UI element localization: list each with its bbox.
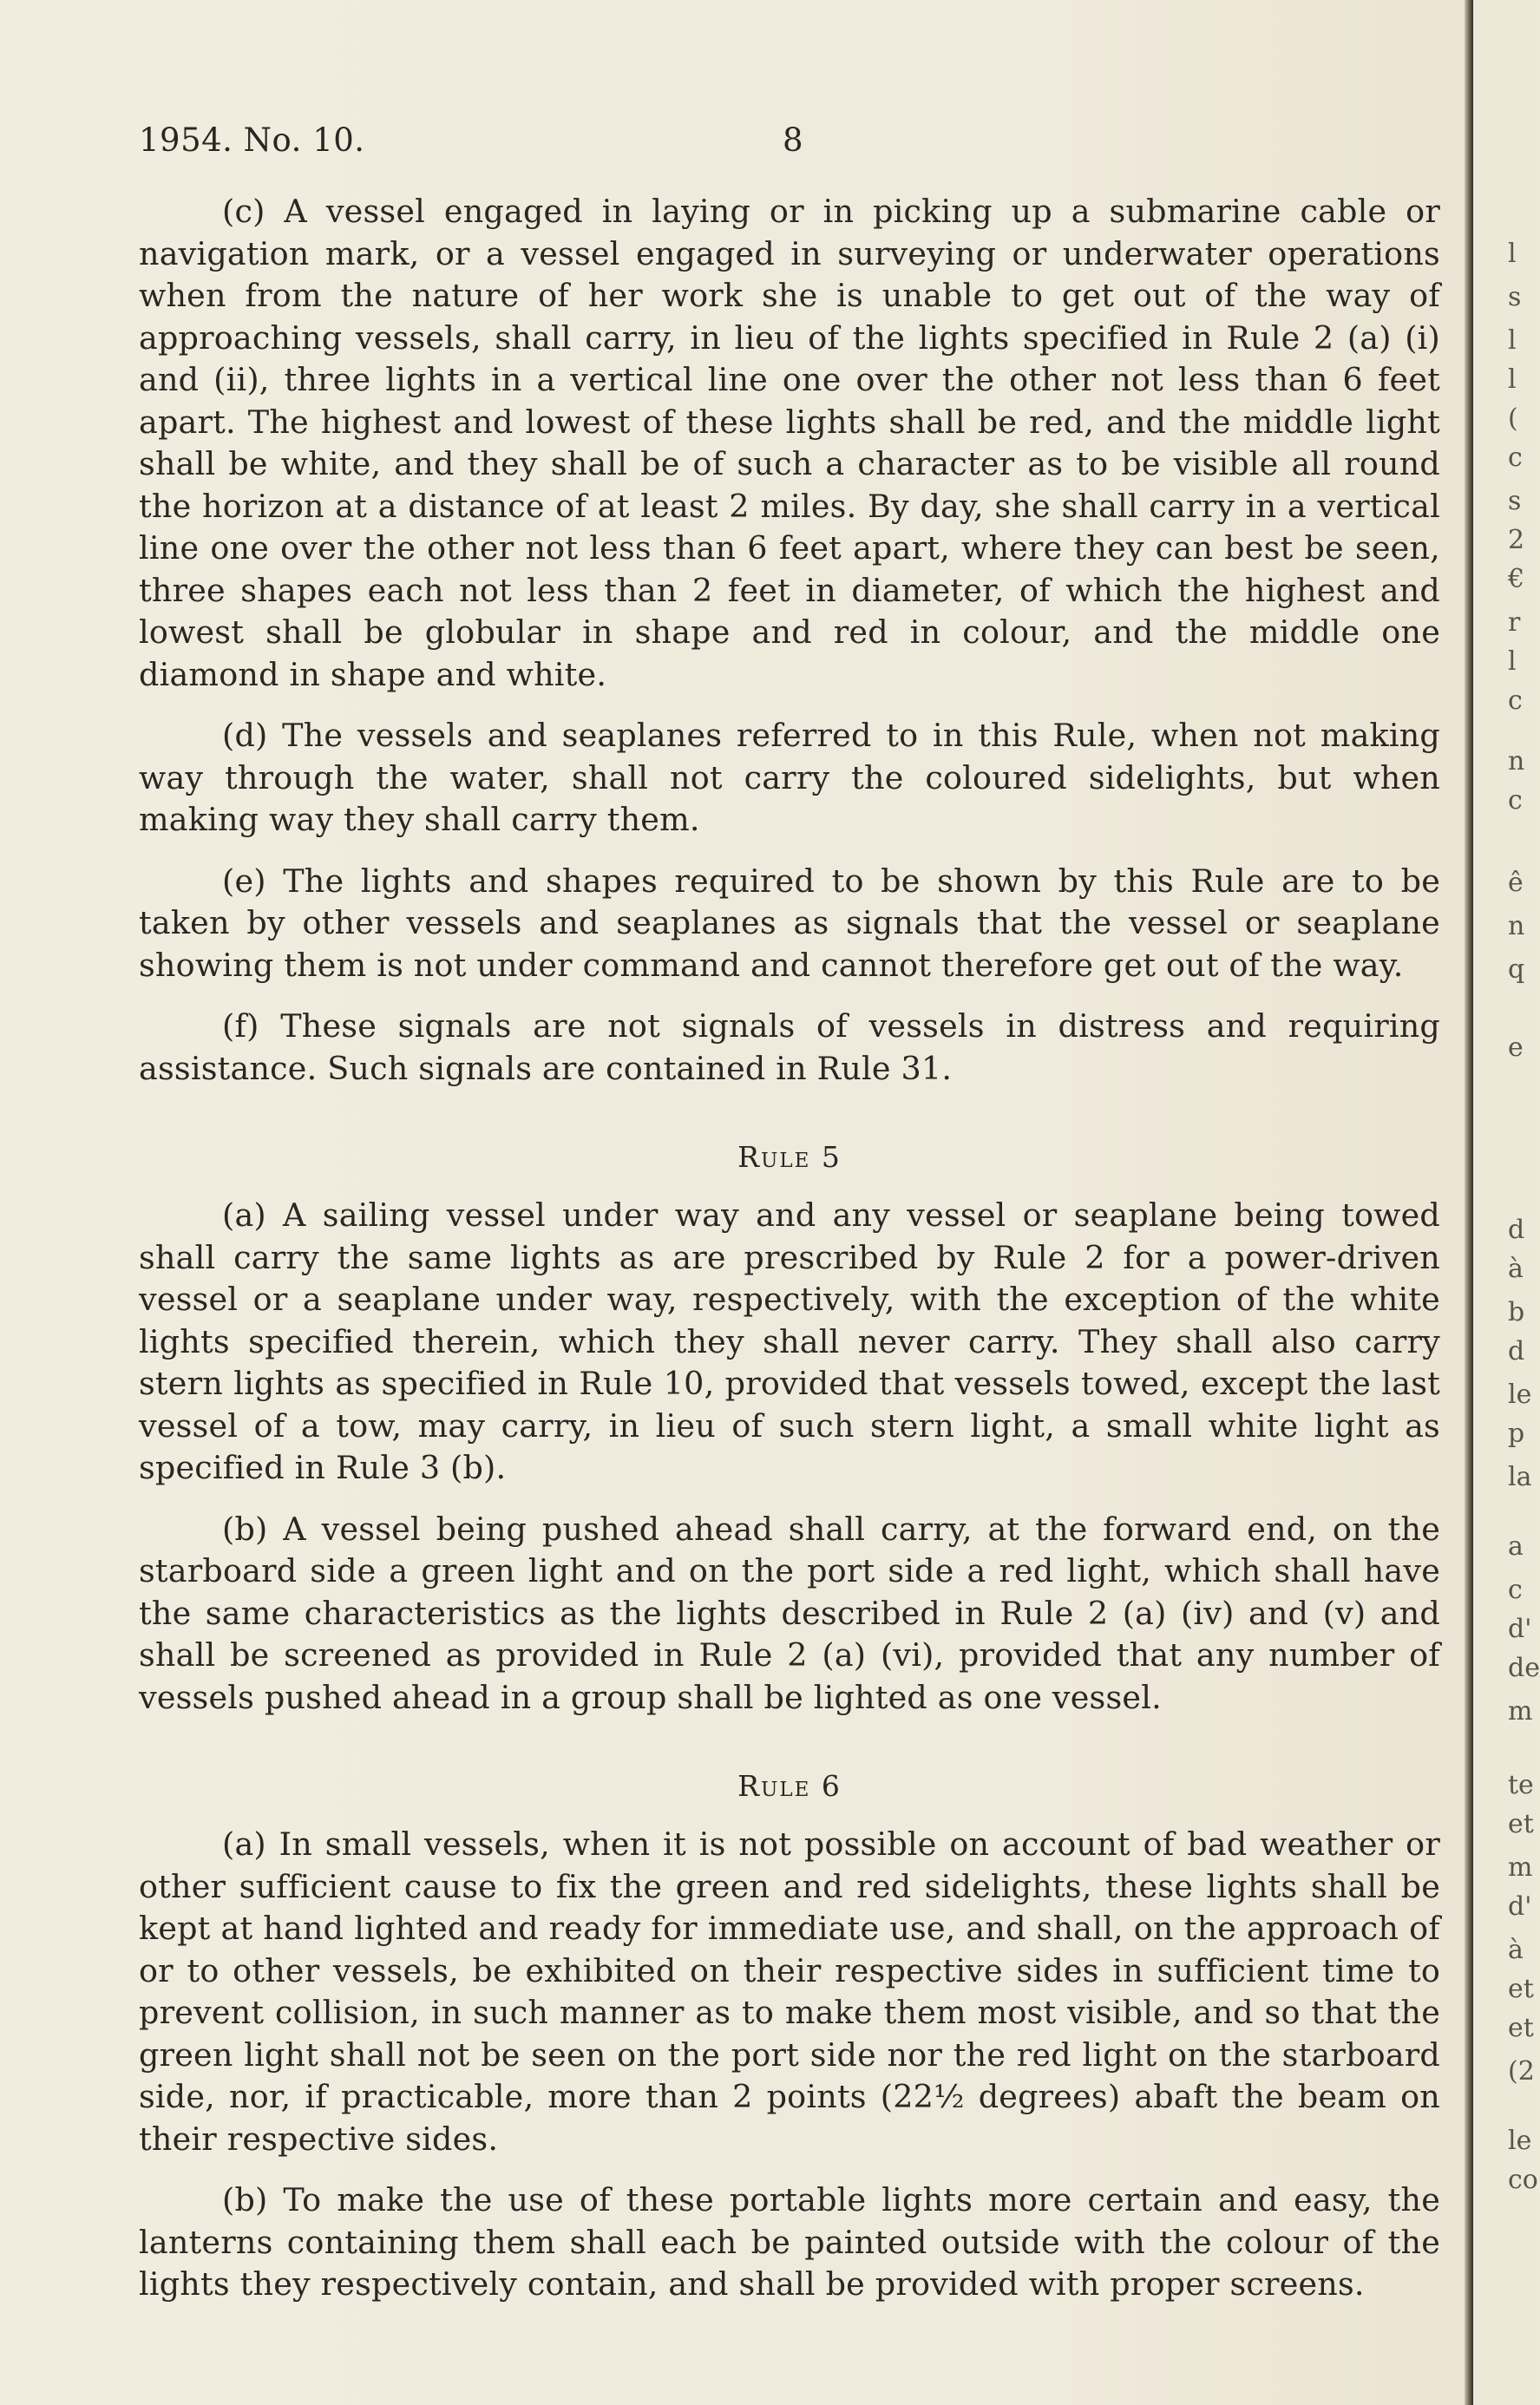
- facing-fragment: c: [1508, 442, 1523, 473]
- facing-fragment: b: [1508, 1297, 1525, 1327]
- facing-fragment: d: [1508, 1215, 1525, 1245]
- facing-fragment: et: [1508, 1974, 1534, 2004]
- facing-fragment: q: [1508, 954, 1525, 985]
- facing-fragment: le: [1508, 2126, 1532, 2156]
- facing-fragment: a: [1508, 1531, 1524, 1562]
- rule-6-paragraph-a: (a) In small vessels, when it is not possible on account of bad weather or other sufficient cause to fix the green and red sidelights, these lights shall be kept at hand lighted and ready for immediate use, and shall, on the approach of or to other vessels, be exhibited on their respective sides in sufficient time to prevent collision, in such manner as to make them most visible, and so that the green light shall not be seen on the port side nor the red light on the starboard side, nor, if practicable, more than 2 points (22½ degrees) abaft the beam on their respective sides.: [139, 1825, 1440, 2158]
- facing-fragment: et: [1508, 2013, 1534, 2043]
- facing-fragment: c: [1508, 785, 1523, 816]
- facing-fragment: le: [1508, 1379, 1532, 1410]
- paragraph-e: (e) The lights and shapes required to be shown by this Rule are to be taken by other vessels and seaplanes as signals that the vessel or seaplane showing them is not under command and cannot therefore get out of the way.: [139, 862, 1440, 984]
- facing-fragment: n: [1508, 746, 1525, 777]
- facing-fragment: à: [1508, 1254, 1524, 1284]
- facing-fragment: l: [1508, 239, 1517, 269]
- rule-6-heading: Rule 6: [737, 1769, 842, 1803]
- facing-fragment: p: [1508, 1419, 1525, 1449]
- page-header: [139, 121, 1440, 170]
- facing-fragment: l: [1508, 325, 1517, 356]
- rule-5-paragraph-b: (b) A vessel being pushed ahead shall carry, at the forward end, on the starboard side a green light and on the port side a red light, which shall have the same characteristics as the lights described in Rule 2 (a) (iv) and (v) and shall be screened as provided in Rule 2 (a) (vi), provided that any number of vessels pushed ahead in a group shall be lighted as one vessel.: [139, 1510, 1440, 1716]
- facing-fragment: m: [1508, 1852, 1533, 1883]
- facing-fragment: te: [1508, 1770, 1534, 1800]
- facing-fragment: d': [1508, 1614, 1532, 1644]
- page-number: 8: [783, 121, 804, 159]
- facing-fragment: s: [1508, 486, 1522, 516]
- paragraph-f: (f) These signals are not signals of vessels in distress and requiring assistance. Such signals are contained in Rule 31.: [139, 1007, 1440, 1087]
- facing-fragment: €: [1508, 564, 1525, 594]
- facing-fragment: d': [1508, 1891, 1532, 1922]
- facing-fragment: c: [1508, 685, 1523, 716]
- facing-fragment: s: [1508, 282, 1522, 312]
- facing-fragment: co: [1508, 2165, 1538, 2195]
- book-gutter: [1465, 0, 1473, 2405]
- facing-fragment: l: [1508, 646, 1517, 677]
- facing-fragment: n: [1508, 911, 1525, 941]
- facing-fragment: r: [1508, 607, 1521, 638]
- facing-fragment: ê: [1508, 868, 1524, 898]
- facing-fragment: (: [1508, 403, 1518, 434]
- facing-page-edge: [1473, 0, 1540, 2405]
- facing-fragment: à: [1508, 1935, 1524, 1965]
- paragraph-c: (c) A vessel engaged in laying or in picking up a submarine cable or navigation mark, or a vessel engaged in surveying or underwater operations when from the nature of her work she is unable to get out of the way of approaching vessels, shall carry, in lieu of the lights specified in Rule 2 (a) (i) and (ii), three lights in a vertical line one over the other not less than 6 feet apart. The highest and lowest of these lights shall be red, and the middle light shall be white, and they shall be of such a character as to be visible all round the horizon at a distance of at least 2 miles. By day, she shall carry in a vertical line one over the other not less than 6 feet apart, where they can best be seen, three shapes each not less than 2 feet in diameter, of which the highest and lowest shall be globular in shape and red in colour, and the middle one diamond in shape and white.: [139, 193, 1440, 693]
- rule-5-paragraph-a: (a) A sailing vessel under way and any vessel or seaplane being towed shall carry the same lights as are prescribed by Rule 2 for a power-driven vessel or a seaplane under way, respectively, with the exception of the white lights specified therein, which they shall never carry. They shall also carry stern lights as specified in Rule 10, provided that vessels towed, except the last vessel of a tow, may carry, in lieu of such stern light, a small white light as specified in Rule 3 (b).: [139, 1196, 1440, 1486]
- facing-fragment: (2: [1508, 2056, 1535, 2087]
- facing-fragment: d: [1508, 1336, 1525, 1366]
- facing-fragment: de: [1508, 1653, 1540, 1683]
- act-reference: 1954. No. 10.: [139, 121, 365, 159]
- facing-fragment: la: [1508, 1462, 1532, 1492]
- rule-6-paragraph-b: (b) To make the use of these portable lights more certain and easy, the lanterns containing them shall each be painted outside with the colour of the lights they respectively contain, and shall be provided with proper screens.: [139, 2181, 1440, 2303]
- facing-fragment: c: [1508, 1575, 1523, 1605]
- paragraph-d: (d) The vessels and seaplanes referred to in this Rule, when not making way through the water, shall not carry the coloured sidelights, but when making way they shall carry them.: [139, 717, 1440, 838]
- page-body: [139, 191, 1440, 2325]
- facing-fragment: e: [1508, 1032, 1524, 1063]
- facing-fragment: l: [1508, 364, 1517, 395]
- facing-fragment: et: [1508, 1809, 1534, 1839]
- facing-fragment: m: [1508, 1696, 1533, 1727]
- facing-page-fragments: [1473, 0, 1540, 2405]
- facing-fragment: 2: [1508, 525, 1525, 555]
- rule-5-heading: Rule 5: [737, 1140, 842, 1174]
